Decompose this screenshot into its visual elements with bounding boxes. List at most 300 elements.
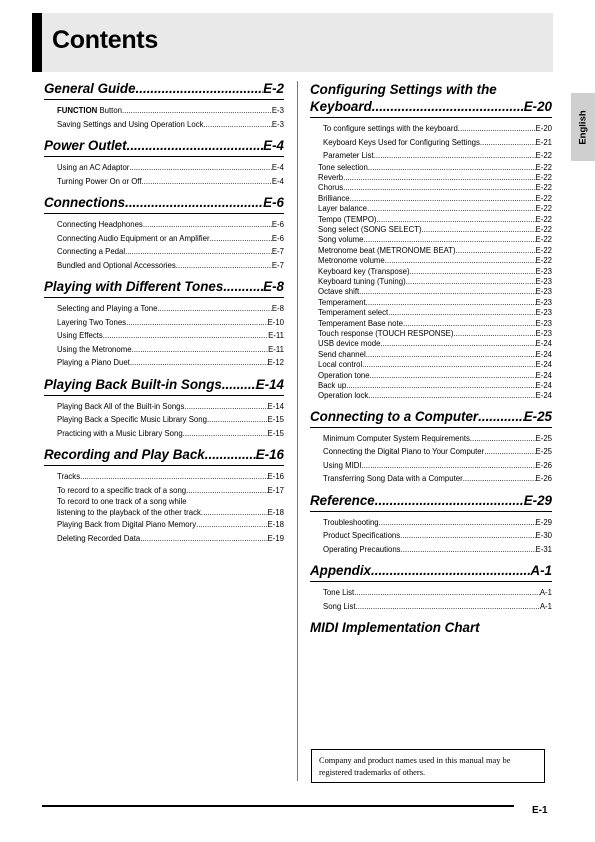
toc-item-label: Metronome beat (METRONOME BEAT) bbox=[318, 245, 456, 255]
toc-item-label: Metronome volume bbox=[318, 256, 385, 266]
toc-item[interactable] bbox=[57, 497, 284, 518]
toc-item-label-wrap bbox=[318, 391, 368, 401]
toc-item[interactable] bbox=[57, 356, 284, 370]
toc-section-heading[interactable] bbox=[310, 409, 552, 428]
toc-item-page: E-11 bbox=[268, 331, 284, 340]
toc-item[interactable] bbox=[57, 413, 284, 427]
dot-leader bbox=[205, 447, 256, 462]
toc-item-label: Operation lock bbox=[318, 391, 369, 401]
toc-items bbox=[57, 400, 284, 441]
toc-item-label-wrap bbox=[323, 122, 458, 136]
toc-item-label: Operating Precautions bbox=[323, 544, 401, 554]
toc-item[interactable] bbox=[57, 118, 284, 132]
toc-item-label: Parameter List bbox=[323, 151, 374, 160]
toc-item-page: E-30 bbox=[535, 531, 552, 541]
dot-leader bbox=[223, 279, 263, 294]
section-title: Power Outlet bbox=[44, 138, 127, 153]
toc-item-label-wrap bbox=[57, 484, 186, 498]
dot-leader bbox=[406, 277, 536, 287]
toc-item[interactable] bbox=[318, 298, 552, 308]
section-page: A-1 bbox=[530, 563, 552, 579]
toc-item[interactable] bbox=[318, 381, 552, 391]
toc-item-label-wrap bbox=[57, 427, 183, 441]
toc-item-page: E-14 bbox=[267, 401, 284, 411]
section-title-line1: Configuring Settings with the bbox=[310, 82, 497, 97]
toc-item-label-wrap bbox=[318, 235, 364, 245]
dot-leader bbox=[186, 484, 267, 498]
dot-leader bbox=[375, 493, 524, 508]
toc-item[interactable] bbox=[57, 518, 284, 532]
dot-leader bbox=[142, 175, 272, 189]
section-page: E-2 bbox=[263, 81, 284, 96]
toc-item-label: Local control bbox=[318, 360, 363, 370]
dot-leader bbox=[343, 183, 535, 193]
toc-item[interactable] bbox=[323, 459, 552, 473]
dot-leader bbox=[359, 287, 535, 297]
toc-item-label: Keyboard tuning (Tuning) bbox=[318, 276, 406, 286]
toc-item[interactable] bbox=[318, 173, 552, 183]
toc-item[interactable] bbox=[318, 360, 552, 370]
dot-leader bbox=[371, 563, 530, 578]
dot-leader bbox=[103, 329, 268, 343]
toc-item-label-wrap bbox=[57, 104, 122, 118]
toc-item-label: listening to the playback of the other track bbox=[57, 508, 201, 517]
toc-item-label: Using an AC Adaptor bbox=[57, 163, 130, 172]
toc-item-page: E-18 bbox=[267, 508, 284, 517]
toc-item-label-wrap bbox=[318, 163, 368, 173]
dot-leader bbox=[350, 194, 536, 204]
toc-item-label: Turning Power On or Off bbox=[57, 176, 142, 186]
toc-item-label: Connecting Headphones bbox=[57, 220, 143, 229]
toc-item-label: Playing Back a Specific Music Library Song bbox=[57, 415, 207, 424]
toc-item-label: Layer balance bbox=[318, 204, 367, 214]
toc-items bbox=[323, 122, 552, 163]
toc-item[interactable] bbox=[318, 319, 552, 329]
dot-leader bbox=[484, 445, 535, 459]
dot-leader bbox=[222, 377, 256, 392]
toc-item-label-wrap bbox=[318, 173, 343, 183]
toc-items bbox=[323, 516, 552, 557]
column-divider bbox=[297, 81, 298, 781]
toc-item-label: Using MIDI bbox=[323, 460, 362, 470]
dot-leader bbox=[380, 339, 535, 349]
toc-item-label: Selecting and Playing a Tone bbox=[57, 304, 158, 313]
page-title: Contents bbox=[52, 26, 158, 54]
toc-item[interactable] bbox=[57, 316, 284, 330]
toc-item-page: E-17 bbox=[267, 485, 284, 495]
toc-item-page: E-12 bbox=[267, 358, 284, 367]
section-page: E-20 bbox=[523, 99, 552, 114]
toc-section bbox=[44, 138, 284, 188]
toc-item-label: Deleting Recorded Data bbox=[57, 533, 141, 543]
toc-item-page: E-22 bbox=[535, 162, 552, 172]
toc-item-label: Playing a Piano Duet bbox=[57, 358, 130, 367]
toc-item-label-wrap bbox=[57, 302, 157, 316]
toc-item[interactable] bbox=[323, 529, 552, 543]
toc-item-label: Button bbox=[97, 106, 122, 115]
toc-section bbox=[44, 279, 284, 370]
toc-item[interactable] bbox=[318, 329, 552, 339]
toc-item-page: E-19 bbox=[267, 533, 284, 543]
dot-leader bbox=[372, 99, 524, 114]
dot-leader bbox=[362, 360, 535, 370]
toc-item-page: E-23 bbox=[535, 266, 552, 276]
toc-item-label-wrap bbox=[323, 149, 374, 163]
toc-item-page: E-26 bbox=[535, 474, 552, 484]
toc-section-heading[interactable] bbox=[310, 563, 552, 582]
toc-item-label-wrap bbox=[57, 413, 207, 427]
dot-leader bbox=[343, 173, 535, 183]
dot-leader bbox=[125, 195, 263, 210]
toc-item-label-wrap bbox=[323, 432, 470, 446]
section-page: E-8 bbox=[263, 279, 284, 294]
toc-item-label: Keyboard Keys Used for Configuring Settings bbox=[323, 137, 480, 147]
toc-item[interactable] bbox=[323, 122, 552, 136]
section-title: Reference bbox=[310, 492, 375, 508]
toc-item-label: Using the Metronome bbox=[57, 344, 132, 354]
toc-item[interactable] bbox=[318, 183, 552, 193]
toc-item[interactable] bbox=[318, 391, 552, 401]
dot-leader bbox=[125, 245, 272, 259]
toc-item-label: Octave shift bbox=[318, 287, 360, 297]
toc-section-heading[interactable] bbox=[44, 447, 284, 466]
toc-item-page: E-23 bbox=[535, 318, 552, 328]
toc-item[interactable] bbox=[318, 277, 552, 287]
dot-leader bbox=[157, 302, 271, 316]
toc-item-page: A-1 bbox=[539, 588, 552, 598]
toc-item[interactable] bbox=[318, 256, 552, 266]
dot-leader bbox=[210, 232, 272, 246]
toc-items bbox=[57, 470, 284, 545]
toc-item[interactable] bbox=[318, 225, 552, 235]
toc-item-label-wrap bbox=[57, 532, 140, 546]
toc-item-label-wrap bbox=[57, 245, 125, 259]
section-page: E-14 bbox=[255, 376, 284, 392]
toc-item[interactable] bbox=[57, 175, 284, 189]
toc-item[interactable] bbox=[323, 149, 552, 163]
toc-items bbox=[323, 586, 552, 613]
toc-item[interactable] bbox=[318, 350, 552, 360]
toc-item-page: E-23 bbox=[535, 308, 552, 318]
toc-item-page: E-22 bbox=[535, 204, 552, 214]
toc-item-label-wrap bbox=[318, 381, 346, 391]
toc-section bbox=[44, 447, 284, 545]
toc-item-page: E-31 bbox=[535, 544, 552, 554]
dot-leader bbox=[366, 350, 536, 360]
toc-item-label: Reverb bbox=[318, 172, 344, 182]
toc-section bbox=[310, 493, 552, 557]
toc-item[interactable] bbox=[323, 543, 552, 557]
toc-item-page: E-3 bbox=[271, 106, 284, 115]
dot-leader bbox=[127, 138, 264, 153]
toc-item-label: Keyboard key (Transpose) bbox=[318, 266, 410, 276]
toc-item[interactable] bbox=[318, 194, 552, 204]
dot-leader bbox=[368, 391, 535, 401]
toc-item-label: To record to a specific track of a song bbox=[57, 485, 187, 495]
toc-item-label-line1: To record to one track of a song while bbox=[57, 497, 187, 506]
toc-item-label-wrap bbox=[323, 586, 354, 600]
toc-item[interactable] bbox=[318, 287, 552, 297]
toc-items bbox=[57, 302, 284, 370]
toc-item-label: Tone List bbox=[323, 588, 355, 598]
toc-section bbox=[310, 409, 552, 486]
toc-item[interactable] bbox=[323, 586, 552, 600]
toc-item-page: E-23 bbox=[535, 329, 552, 338]
dot-leader bbox=[456, 246, 536, 256]
toc-item[interactable] bbox=[57, 484, 284, 498]
dot-leader bbox=[196, 518, 267, 532]
toc-item-page: E-22 bbox=[535, 214, 552, 224]
section-page: E-4 bbox=[263, 138, 284, 153]
toc-item-label-wrap bbox=[318, 204, 367, 214]
dot-leader bbox=[385, 256, 536, 266]
toc-item-page: E-7 bbox=[271, 260, 284, 270]
toc-item-label-wrap bbox=[318, 183, 343, 193]
toc-item[interactable] bbox=[57, 259, 284, 273]
dot-leader bbox=[368, 163, 536, 173]
toc-item-label-wrap bbox=[57, 161, 129, 175]
toc-item[interactable] bbox=[57, 427, 284, 441]
toc-item-page: E-6 bbox=[271, 220, 284, 229]
title-accent-bar bbox=[32, 13, 42, 72]
toc-section-heading[interactable] bbox=[44, 81, 284, 100]
toc-item[interactable] bbox=[57, 104, 284, 118]
toc-items bbox=[57, 161, 284, 188]
footer-rule bbox=[42, 805, 514, 807]
toc-right-sections bbox=[310, 409, 552, 614]
toc-item-page: E-21 bbox=[535, 137, 552, 147]
toc-item[interactable] bbox=[57, 532, 284, 546]
dot-leader bbox=[388, 308, 535, 318]
toc-item[interactable] bbox=[323, 472, 552, 486]
toc-items bbox=[57, 104, 284, 131]
toc-item-page: E-23 bbox=[535, 276, 552, 286]
toc-section bbox=[310, 81, 552, 402]
toc-item[interactable] bbox=[318, 163, 552, 173]
toc-item[interactable] bbox=[57, 232, 284, 246]
toc-item[interactable] bbox=[57, 400, 284, 414]
dot-leader bbox=[403, 319, 536, 329]
toc-item-label: USB device mode bbox=[318, 339, 381, 349]
toc-item-label-wrap bbox=[318, 215, 376, 225]
toc-section-heading[interactable] bbox=[44, 279, 284, 298]
toc-item-label: Layering Two Tones bbox=[57, 317, 127, 327]
dot-leader bbox=[364, 235, 536, 245]
toc-item[interactable] bbox=[318, 235, 552, 245]
toc-section-heading[interactable] bbox=[44, 377, 284, 396]
toc-item-page: E-8 bbox=[271, 304, 284, 313]
toc-item[interactable] bbox=[318, 339, 552, 349]
toc-item-label-wrap bbox=[57, 316, 126, 330]
toc-item-page: E-22 bbox=[535, 224, 552, 234]
dot-leader bbox=[183, 427, 268, 441]
toc-item[interactable] bbox=[318, 308, 552, 318]
toc-section-heading[interactable] bbox=[310, 81, 552, 118]
toc-section-heading[interactable] bbox=[44, 138, 284, 157]
dot-leader bbox=[80, 470, 267, 484]
toc-item-page: E-24 bbox=[535, 339, 552, 349]
toc-item-page: E-15 bbox=[267, 415, 284, 424]
toc-item-page: E-22 bbox=[535, 151, 552, 160]
toc-item-label-wrap bbox=[318, 339, 380, 349]
toc-item-label: Temperament bbox=[318, 297, 366, 307]
language-tab-label: English bbox=[577, 109, 589, 145]
dot-leader bbox=[362, 459, 536, 473]
toc-section-heading[interactable] bbox=[44, 195, 284, 214]
toc-item-page: E-20 bbox=[535, 124, 552, 133]
dot-leader bbox=[130, 356, 268, 370]
dot-leader bbox=[140, 532, 267, 546]
toc-item-label: Brilliance bbox=[318, 193, 350, 203]
toc-item-page: E-25 bbox=[535, 447, 552, 457]
dot-leader bbox=[126, 316, 267, 330]
toc-item-label: Connecting the Digital Piano to Your Computer bbox=[323, 447, 485, 457]
toc-section-heading[interactable] bbox=[310, 493, 552, 512]
dot-leader bbox=[480, 136, 536, 150]
toc-item-page: E-16 bbox=[267, 472, 284, 481]
toc-item-label-wrap bbox=[57, 400, 184, 414]
toc-item[interactable] bbox=[323, 445, 552, 459]
toc-item-label-wrap bbox=[57, 232, 210, 246]
dot-leader bbox=[400, 529, 535, 543]
dot-leader bbox=[356, 600, 540, 614]
toc-item-label-wrap bbox=[323, 543, 401, 557]
toc-item[interactable] bbox=[57, 161, 284, 175]
toc-item-page: E-29 bbox=[535, 517, 552, 527]
toc-item-label: Operation tone bbox=[318, 370, 370, 380]
section-title: Appendix bbox=[310, 563, 372, 579]
toc-item-label-wrap bbox=[318, 246, 456, 256]
toc-item-label-bold: FUNCTION bbox=[57, 106, 98, 115]
toc-section bbox=[310, 563, 552, 613]
toc-item-label-wrap bbox=[318, 360, 362, 370]
toc-item-page: E-23 bbox=[535, 287, 552, 297]
toc-item[interactable] bbox=[318, 204, 552, 214]
toc-item[interactable] bbox=[57, 470, 284, 484]
toc-item-page: E-7 bbox=[271, 247, 284, 256]
toc-item[interactable] bbox=[57, 218, 284, 232]
toc-item-label-wrap bbox=[57, 259, 176, 273]
toc-item-page: E-22 bbox=[535, 235, 552, 245]
toc-item-label: Troubleshooting bbox=[323, 517, 379, 527]
toc-item-label-wrap bbox=[318, 371, 370, 381]
toc-item-label-wrap bbox=[57, 470, 80, 484]
toc-item-label: Practicing with a Music Library Song bbox=[57, 428, 183, 438]
toc-item-label-wrap bbox=[323, 516, 379, 530]
toc-item-page: E-24 bbox=[535, 391, 552, 401]
section-title: Connecting to a Computer bbox=[310, 408, 479, 424]
toc-item-label-wrap bbox=[323, 459, 362, 473]
toc-item-label-wrap bbox=[323, 600, 356, 614]
toc-item-label: Send channel bbox=[318, 349, 366, 359]
toc-item[interactable] bbox=[323, 136, 552, 150]
toc-item-label: Chorus bbox=[318, 183, 344, 193]
toc-item-page: E-4 bbox=[271, 176, 284, 186]
dot-leader bbox=[478, 409, 524, 424]
parameter-list bbox=[318, 163, 552, 402]
toc-item[interactable] bbox=[57, 302, 284, 316]
toc-item-label: Product Specifications bbox=[323, 531, 401, 541]
toc-item[interactable] bbox=[57, 329, 284, 343]
toc-item-label-wrap bbox=[318, 319, 403, 329]
toc-item-page: E-22 bbox=[535, 256, 552, 266]
dot-leader bbox=[366, 298, 536, 308]
toc-item-label-wrap bbox=[318, 277, 406, 287]
toc-item[interactable] bbox=[323, 516, 552, 530]
midi-chart-heading[interactable] bbox=[310, 620, 552, 638]
toc-item-label: Connecting Audio Equipment or an Amplifier bbox=[57, 233, 210, 243]
toc-item-label: Bundled and Optional Accessories bbox=[57, 260, 176, 270]
toc-item-label-wrap bbox=[57, 518, 196, 532]
toc-left-column bbox=[44, 81, 284, 552]
trademark-notice: Company and product names used in this manual may be registered trademarks of others. bbox=[311, 749, 545, 783]
toc-item-page: E-25 bbox=[535, 433, 552, 443]
dot-leader bbox=[354, 586, 540, 600]
toc-item-label: Minimum Computer System Requirements bbox=[323, 433, 470, 443]
toc-item[interactable] bbox=[318, 267, 552, 277]
dot-leader bbox=[184, 400, 267, 414]
dot-leader bbox=[410, 267, 536, 277]
toc-item-page: E-26 bbox=[535, 460, 552, 470]
toc-item-label: Connecting a Pedal bbox=[57, 247, 126, 256]
toc-item-label: Song volume bbox=[318, 235, 364, 245]
toc-item-page: E-24 bbox=[535, 360, 552, 370]
toc-item[interactable] bbox=[57, 343, 284, 357]
dot-leader bbox=[453, 329, 535, 339]
section-title: Connections bbox=[44, 195, 126, 210]
toc-item-label-wrap bbox=[318, 350, 366, 360]
toc-item-page: E-23 bbox=[535, 297, 552, 307]
toc-item[interactable] bbox=[323, 432, 552, 446]
toc-item-label-wrap bbox=[57, 218, 143, 232]
dot-leader bbox=[346, 381, 535, 391]
toc-item-label-wrap bbox=[318, 267, 410, 277]
dot-leader bbox=[470, 432, 536, 446]
toc-items bbox=[57, 218, 284, 272]
toc-item[interactable] bbox=[318, 371, 552, 381]
section-title: General Guide bbox=[44, 81, 136, 96]
toc-item-label-wrap bbox=[318, 194, 350, 204]
dot-leader bbox=[143, 218, 272, 232]
section-title: Recording and Play Back bbox=[44, 447, 205, 462]
dot-leader bbox=[129, 161, 271, 175]
toc-item-label: Playing Back All of the Built-in Songs bbox=[57, 401, 185, 411]
toc-item-label-wrap bbox=[323, 472, 463, 486]
toc-section bbox=[44, 81, 284, 131]
toc-item-page: E-3 bbox=[271, 119, 284, 129]
toc-item-label-wrap bbox=[57, 118, 204, 132]
toc-item-page: E-6 bbox=[271, 233, 284, 243]
dot-leader bbox=[201, 507, 268, 518]
toc-item-label-wrap bbox=[318, 308, 388, 318]
dot-leader bbox=[176, 259, 272, 273]
toc-item[interactable] bbox=[318, 215, 552, 225]
dot-leader bbox=[132, 343, 269, 357]
toc-item-label: Tracks bbox=[57, 472, 81, 481]
toc-item-label: Song select (SONG SELECT) bbox=[318, 224, 422, 234]
toc-item[interactable] bbox=[323, 600, 552, 614]
toc-item[interactable] bbox=[318, 246, 552, 256]
dot-leader bbox=[207, 413, 268, 427]
toc-item-page: E-24 bbox=[535, 381, 552, 391]
toc-item[interactable] bbox=[57, 245, 284, 259]
toc-right-column bbox=[310, 81, 552, 642]
toc-item-label-wrap bbox=[57, 329, 103, 343]
toc-item-label: Playing Back from Digital Piano Memory bbox=[57, 520, 197, 529]
toc-item-label-wrap bbox=[57, 175, 142, 189]
dot-leader bbox=[401, 543, 536, 557]
toc-item-label-wrap bbox=[323, 445, 484, 459]
